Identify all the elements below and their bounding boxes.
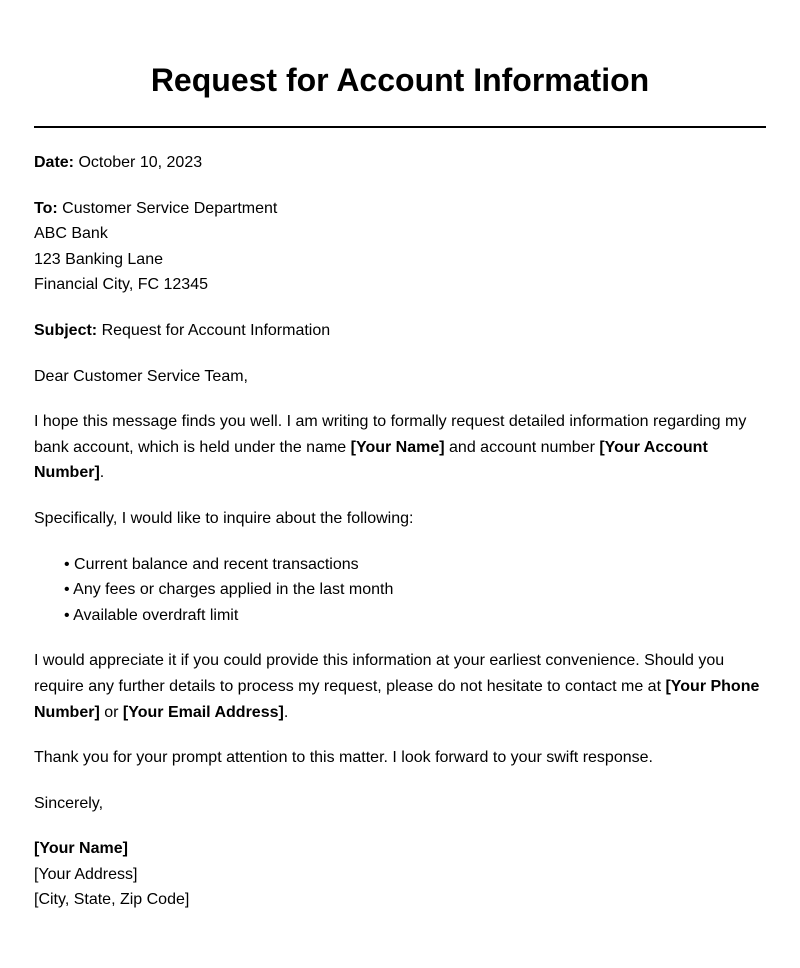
list-item: • Current balance and recent transactions — [64, 555, 359, 573]
thanks-paragraph: Thank you for your prompt attention to this matter. I look forward to your swift response. — [34, 749, 653, 767]
recipient-bank: ABC Bank — [34, 225, 108, 243]
signature-address: [Your Address] — [34, 865, 138, 883]
paragraph2-text-a: I would appreciate it if you could provide this information at your earliest convenience. Should you require any further details to process my request, please do not hesitate to contact me at — [34, 652, 725, 695]
signature-city-state-zip: [City, State, Zip Code] — [34, 891, 190, 909]
recipient-department: Customer Service Department — [62, 199, 278, 217]
date-value: October 10, 2023 — [78, 154, 203, 171]
date-label: Date: — [34, 154, 75, 171]
signature-name-text: [Your Name] — [34, 840, 128, 858]
recipient-line — [34, 196, 766, 222]
subject-value: Request for Account Information — [101, 321, 331, 339]
date-line — [34, 150, 766, 176]
body-paragraph-1 — [34, 409, 766, 486]
subject-line — [34, 318, 766, 344]
to-label: To: — [34, 199, 58, 217]
account-number-placeholder: [Your Account Number] — [34, 438, 708, 482]
page-title: Request for Account Information — [150, 62, 650, 98]
paragraph2-text-c: . — [283, 703, 289, 721]
body-paragraph-2 — [34, 648, 766, 725]
signature-block — [34, 836, 766, 913]
signature-name — [34, 836, 766, 862]
paragraph1-text-a: I hope this message finds you well. I am writing to formally request detailed information regarding my bank account, which is held under the name — [34, 413, 747, 456]
list-item: • Any fees or charges applied in the last month — [64, 581, 394, 599]
paragraph1-text-c: . — [99, 464, 105, 482]
paragraph1-text-b: and account number — [444, 438, 600, 456]
list-item: • Available overdraft limit — [64, 606, 239, 624]
closing: Sincerely, — [34, 794, 104, 812]
recipient-city: Financial City, FC 12345 — [34, 276, 208, 294]
name-placeholder: [Your Name] — [350, 438, 445, 456]
list-intro: Specifically, I would like to inquire about the following: — [34, 509, 414, 527]
inquiry-list — [34, 552, 766, 629]
paragraph2-text-b: or — [99, 703, 123, 721]
salutation: Dear Customer Service Team, — [34, 367, 248, 385]
email-placeholder: [Your Email Address] — [122, 703, 284, 721]
recipient-block — [34, 196, 766, 298]
subject-label: Subject: — [34, 321, 98, 339]
recipient-street: 123 Banking Lane — [34, 250, 163, 268]
phone-placeholder: [Your Phone Number] — [34, 677, 760, 721]
title-divider — [34, 126, 766, 128]
